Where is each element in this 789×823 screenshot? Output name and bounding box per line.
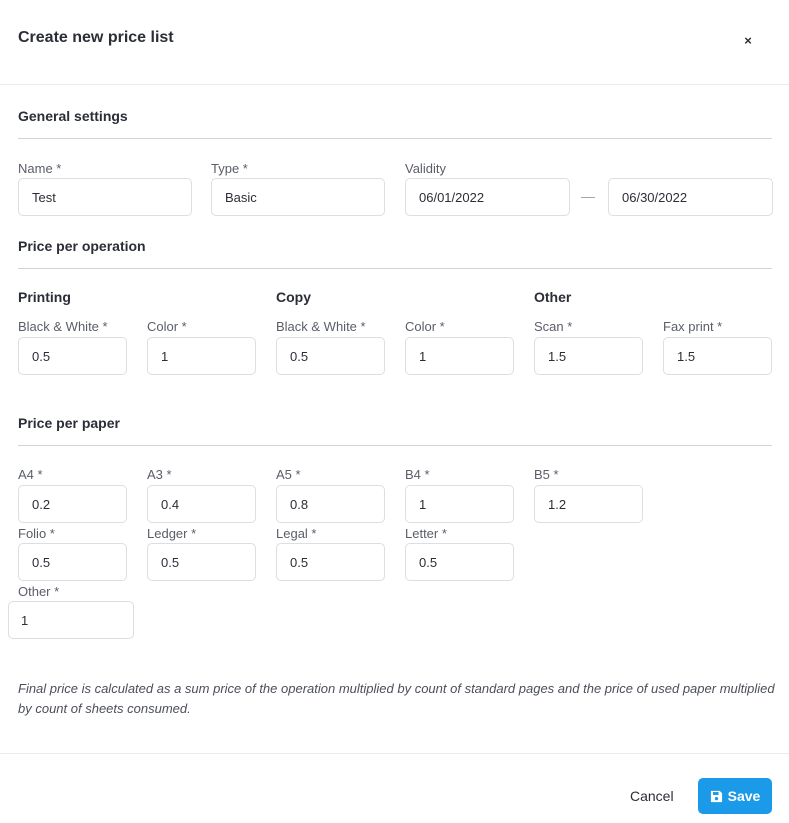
printing-bw-input[interactable] <box>18 337 127 375</box>
copy-title: Copy <box>276 289 311 305</box>
type-label: Type * <box>211 161 248 176</box>
b5-input[interactable] <box>534 485 643 523</box>
price-per-paper-divider <box>18 445 772 446</box>
copy-color-input[interactable] <box>405 337 514 375</box>
scan-label: Scan * <box>534 319 573 334</box>
save-button[interactable] <box>698 778 772 814</box>
other-paper-label: Other * <box>18 584 60 599</box>
general-settings-title: General settings <box>18 108 128 124</box>
ledger-label: Ledger * <box>147 526 197 541</box>
a4-input[interactable] <box>18 485 127 523</box>
floppy-disk-icon <box>710 790 723 803</box>
scan-input[interactable] <box>534 337 643 375</box>
dialog-title: Create new price list <box>18 29 174 46</box>
save-button-label: Save <box>727 788 761 804</box>
legal-label: Legal * <box>276 526 317 541</box>
fax-print-input[interactable] <box>663 337 772 375</box>
other-paper-input[interactable] <box>8 601 134 639</box>
other-operation-title: Other <box>534 289 572 305</box>
copy-color-label: Color * <box>405 319 445 334</box>
a5-label: A5 * <box>276 467 301 482</box>
printing-bw-label: Black & White * <box>18 319 108 334</box>
fax-print-label: Fax print * <box>663 319 723 334</box>
price-per-paper-title: Price per paper <box>18 415 120 431</box>
price-per-operation-divider <box>18 268 772 269</box>
printing-color-input[interactable] <box>147 337 256 375</box>
validity-label: Validity <box>405 161 446 176</box>
name-label: Name * <box>18 161 62 176</box>
printing-color-label: Color * <box>147 319 187 334</box>
price-calculation-note: Final price is calculated as a sum price of the operation multiplied by count of standard pages and the price of used paper multiplied by count of sheets consumed. <box>18 681 775 716</box>
a3-input[interactable] <box>147 485 256 523</box>
validity-separator: — <box>581 188 595 204</box>
copy-bw-label: Black & White * <box>276 319 366 334</box>
header-divider <box>0 84 789 85</box>
name-input[interactable] <box>18 178 192 216</box>
validity-to-input[interactable] <box>608 178 773 216</box>
validity-from-input[interactable] <box>405 178 570 216</box>
folio-input[interactable] <box>18 543 127 581</box>
cancel-button[interactable]: Cancel <box>622 778 682 814</box>
a3-label: A3 * <box>147 467 172 482</box>
price-per-operation-title: Price per operation <box>18 238 146 254</box>
a4-label: A4 * <box>18 467 43 482</box>
b5-label: B5 * <box>534 467 559 482</box>
legal-input[interactable] <box>276 543 385 581</box>
letter-label: Letter * <box>405 526 447 541</box>
letter-input[interactable] <box>405 543 514 581</box>
b4-label: B4 * <box>405 467 430 482</box>
type-input[interactable] <box>211 178 385 216</box>
a5-input[interactable] <box>276 485 385 523</box>
b4-input[interactable] <box>405 485 514 523</box>
folio-label: Folio * <box>18 526 55 541</box>
copy-bw-input[interactable] <box>276 337 385 375</box>
printing-title: Printing <box>18 289 71 305</box>
close-icon[interactable]: × <box>744 32 752 48</box>
general-settings-divider <box>18 138 772 139</box>
ledger-input[interactable] <box>147 543 256 581</box>
footer-divider <box>0 753 789 754</box>
